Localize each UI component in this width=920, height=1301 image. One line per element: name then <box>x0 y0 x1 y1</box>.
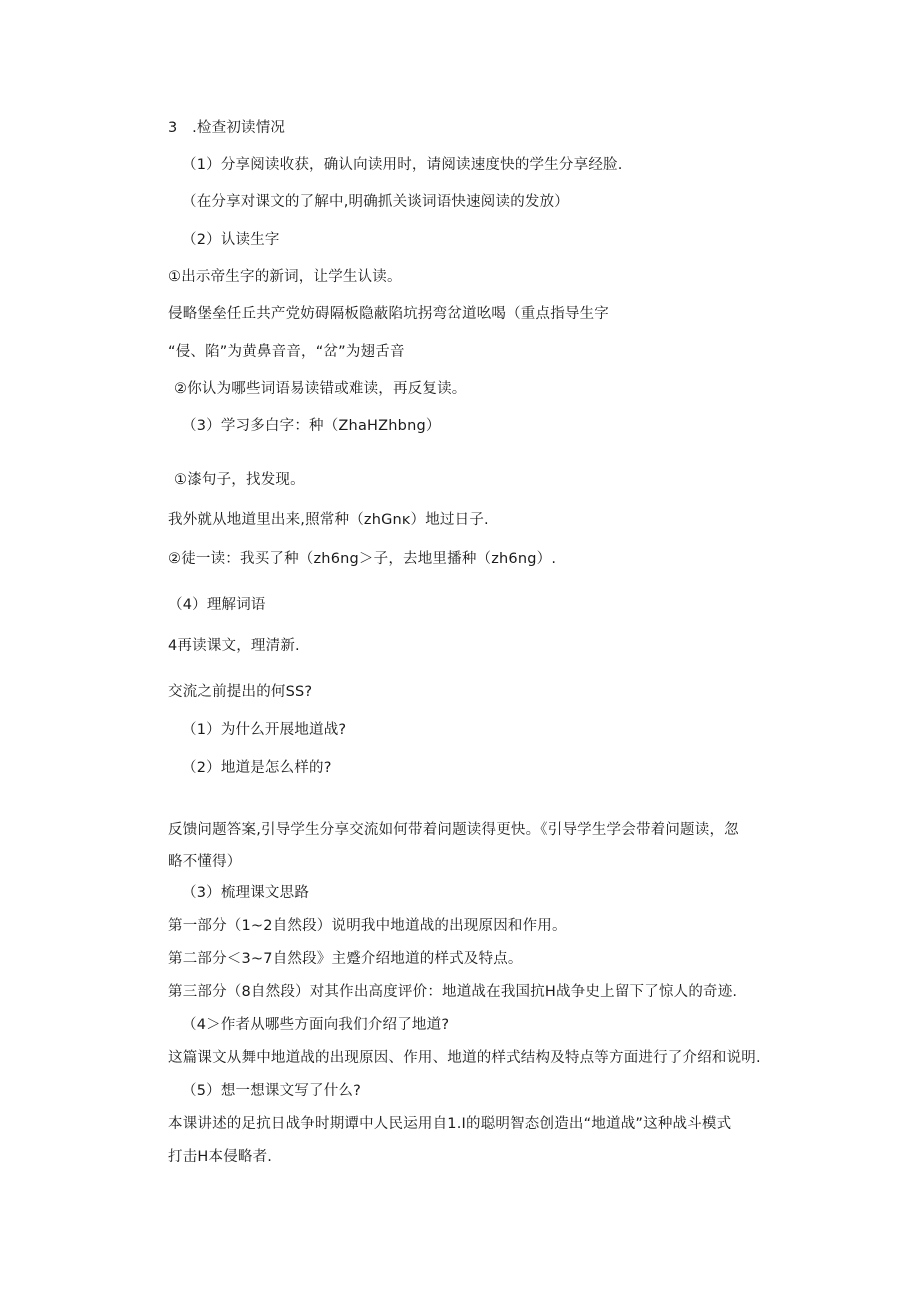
text-line: 交流之前提出的何SS? <box>168 684 313 700</box>
text-line: ①出示帝生字的新词，让学生认读。 <box>168 269 402 285</box>
text-line: （3）学习多白字：种（ZhaHZhbng） <box>182 418 441 434</box>
text-line: （4）理解词语 <box>168 597 266 613</box>
text-line: （1）分享阅读收获，确认向读用时，请阅读速度快的学生分享经脸. <box>182 157 623 173</box>
text-line: ②徒一读：我买了种（zh6ng＞子，去地里播种（zh6ng）. <box>168 551 557 567</box>
text-line: 第三部分（8自然段）对其作出高度评价：地道战在我国抗H战争史上留下了惊人的奇迹. <box>168 984 738 1000</box>
text-line: （2）地道是怎么样的? <box>182 760 332 776</box>
section-heading: 3 .检查初读情况 <box>168 120 286 136</box>
text-line: 本课讲述的足抗日战争时期谭中人民运用自1.I的聪明智态创造出“地道战”这种战斗模式 <box>168 1116 732 1132</box>
text-line: 反馈问题答案,引导学生分享交流如何带着问题读得更快。《引导学生学会带着问题读，忽 <box>168 822 739 838</box>
text-line: 第一部分（1~2自然段）说明我中地道战的出现原因和作用。 <box>168 918 567 934</box>
text-line: （4＞作者从哪些方面向我们介绍了地道? <box>182 1017 450 1033</box>
text-line: “侵、陷”为黄鼻音音，“岔”为翅舌音 <box>168 344 405 360</box>
text-line: （在分享对课文的了解中,明确抓关谈词语快速阅读的发放） <box>182 194 570 210</box>
text-line: （5）想一想课文写了什么? <box>182 1083 362 1099</box>
text-line: 我外就从地道里出来,照常种（zhGnĸ）地过日子. <box>168 512 489 528</box>
text-line: 这篇课文从舞中地道战的出现原因、作用、地道的样式结构及特点等方面进行了介绍和说明. <box>168 1050 761 1066</box>
text-line: 第二部分＜3~7自然段》主蹙介绍地道的样式及特点。 <box>168 951 523 967</box>
text-line: ①漆句子，找发现。 <box>174 472 305 488</box>
text-line: 略不懂得） <box>168 854 242 870</box>
text-line: ②你认为哪些词语易读错或难读，再反复读。 <box>174 381 467 397</box>
text-line: 侵略堡垒任丘共产党妨碍隔板隐蔽陷坑拐弯岔道吆喝（重点指导生字 <box>168 306 609 322</box>
text-line: （2）认读生字 <box>182 232 280 248</box>
text-line: （3）梳理课文思路 <box>182 885 310 901</box>
text-line: 打击H本侵略者. <box>168 1149 273 1165</box>
text-line: （1）为什么开展地道战? <box>182 722 347 738</box>
text-line: 4再读课文，理清新. <box>168 638 300 654</box>
